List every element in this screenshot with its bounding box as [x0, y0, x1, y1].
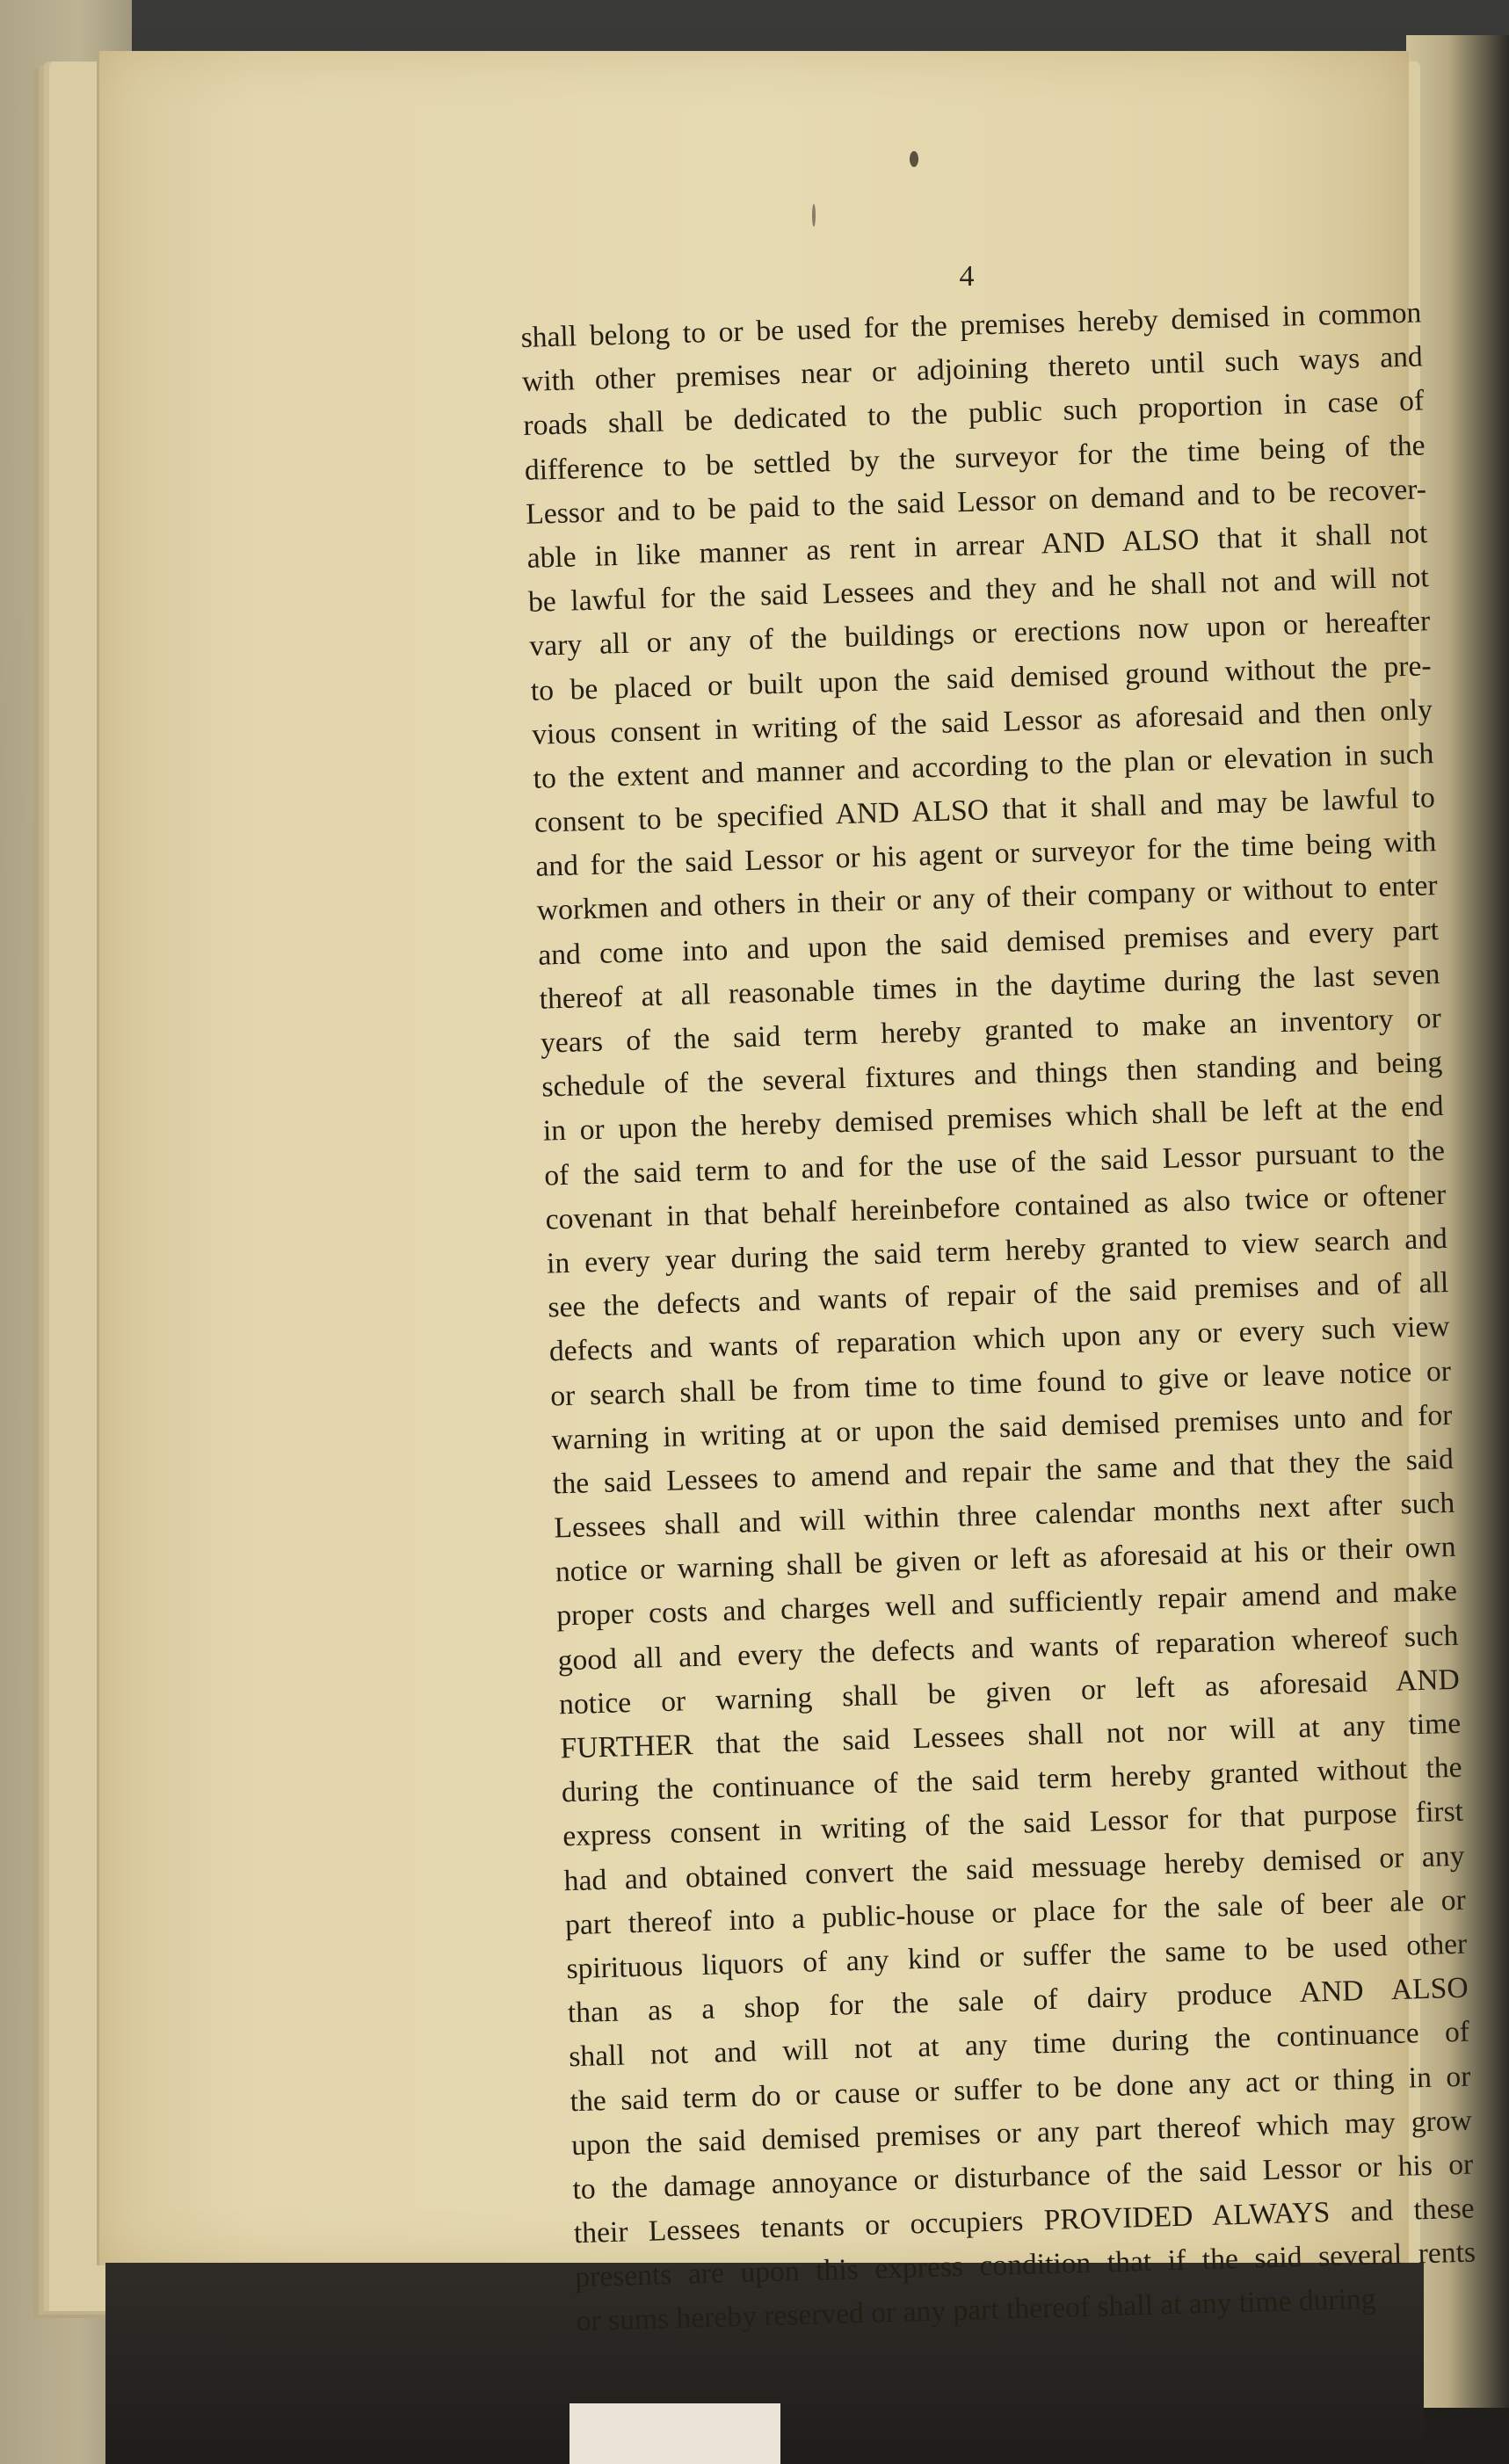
text-line: Lessor and to be paid to the said Lessor on demand and to be recover- [525, 473, 1427, 531]
text-line: shall not and will not at any time during the continuance of [568, 2015, 1470, 2074]
text-line: notice or warning shall be given or left as aforesaid AND [558, 1663, 1461, 1721]
text-line: FURTHER that the said Lessees shall not nor will at any time [560, 1707, 1462, 1765]
text-line: their Lessees tenants or occupiers PROVIDED ALWAYS and these [573, 2192, 1476, 2250]
text-line: notice or warning shall be given or left as aforesaid at his or their own [555, 1531, 1457, 1589]
text-line: warning in writing at or upon the said demised premises unto and for [551, 1398, 1453, 1457]
text-line: Lessees shall and will within three calendar months next after such [554, 1486, 1455, 1545]
text-line: defects and wants of reparation which upon any or every such view [548, 1310, 1451, 1368]
text-line: to the extent and manner and according to the plan or elevation in such [533, 737, 1434, 795]
text-line: in or upon the hereby demised premises which shall be left at the end [542, 1090, 1445, 1149]
text-line: to the damage annoyance or disturbance of the said Lessor or his or [572, 2148, 1474, 2207]
text-line: vary all or any of the buildings or erections now upon or hereafter [528, 605, 1431, 663]
text-line: able in like manner as rent in arrear AND ALSO that it shall not [526, 517, 1428, 575]
text-line: the said Lessees to amend and repair the same and that they the said [552, 1442, 1455, 1501]
ink-mark [812, 204, 816, 227]
text-line: during the continuance of the said term hereby granted without the [561, 1750, 1463, 1809]
text-line: part thereof into a public-house or place for the sale of beer ale or [564, 1883, 1467, 1942]
text-line: or sums hereby reserved or any part thereof shall at any time during [576, 2283, 1376, 2338]
text-line: schedule of the several fixtures and things then standing and being [540, 1046, 1443, 1104]
text-line: shall belong to or be used for the premises hereby demised in common [520, 296, 1422, 354]
text-line: and for the said Lessor or his agent or surveyor for the time being with [534, 825, 1437, 883]
text-line: good all and every the defects and wants of reparation whereof such [557, 1619, 1459, 1678]
text-line: had and obtained convert the said messuage hereby demised or any [563, 1839, 1465, 1897]
text-line: in every year during the said term hereby granted to view search and [546, 1221, 1448, 1280]
text-line: proper costs and charges well and sufficiently repair amend and make [555, 1575, 1458, 1633]
text-line: difference to be settled by the surveyor for the time being of the [524, 428, 1426, 487]
text-line: of the said term to and for the use of the said Lessor pursuant to the [543, 1134, 1446, 1192]
text-line: vious consent in writing of the said Lessor as aforesaid and then only [531, 692, 1433, 751]
text-line: the said term do or cause or suffer to be done any act or thing in or [570, 2060, 1471, 2118]
text-line: presents are upon this express condition that if the said several rents [574, 2236, 1476, 2294]
text-line: roads shall be dedicated to the public such proportion in case of [522, 384, 1425, 443]
text-line: upon the said demised premises or any part thereof which may grow [570, 2104, 1473, 2162]
text-line: covenant in that behalf hereinbefore contained as also twice or oftener [545, 1178, 1447, 1236]
text-line: be lawful for the said Lessees and they and he shall not and will not [527, 561, 1430, 619]
text-line: or search shall be from time to time found to give or leave notice or [549, 1354, 1452, 1413]
ink-mark [910, 151, 918, 167]
text-line: workmen and others in their or any of their company or without to enter [536, 869, 1439, 928]
text-line: years of the said term hereby granted to make an inventory or [540, 1002, 1442, 1060]
page-number: 4 [959, 260, 975, 293]
text-line: spirituous liquors of any kind or suffer the same to be used other [566, 1927, 1468, 1986]
text-line: and come into and upon the said demised premises and every part [537, 913, 1440, 972]
text-line: express consent in writing of the said Lessor for that purpose first [562, 1795, 1464, 1853]
text-line: to be placed or built upon the said demised ground without the pre- [530, 649, 1433, 707]
text-line: consent to be specified AND ALSO that it shall and may be lawful to [533, 781, 1436, 839]
bottom-paper-slip [570, 2403, 780, 2464]
text-line: than as a shop for the sale of dairy produce AND ALSO [567, 1971, 1469, 2030]
text-line: with other premises near or adjoining thereto until such ways and [521, 340, 1424, 399]
text-line: thereof at all reasonable times in the daytime during the last seven [539, 957, 1440, 1016]
document-body [520, 291, 1477, 2344]
text-line: see the defects and wants of repair of the said premises and of all [547, 1266, 1449, 1324]
